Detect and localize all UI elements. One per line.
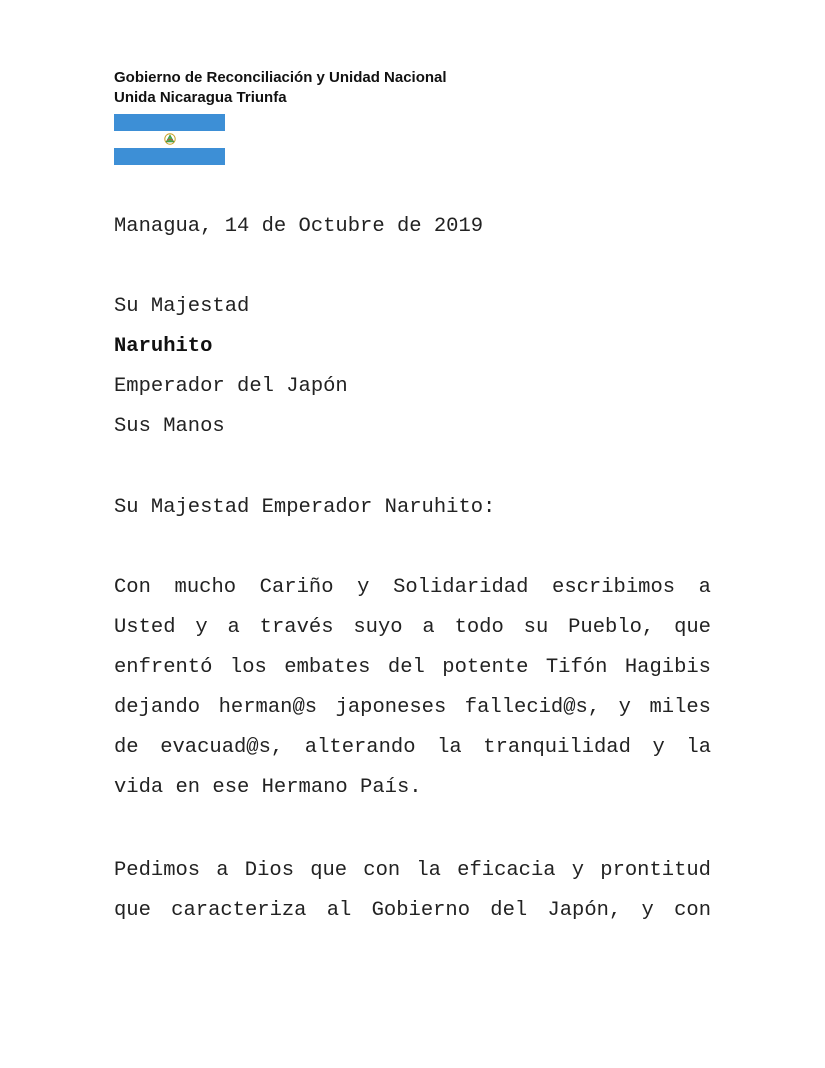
flag-band-bottom [114, 148, 225, 165]
paragraph-1-line: dejando herman@s japoneses fallecid@s, y miles [114, 696, 711, 719]
date-line: Managua, 14 de Octubre de 2019 [114, 215, 484, 238]
recipient-name: Naruhito [114, 335, 213, 358]
paragraph-2-line: Pedimos a Dios que con la eficacia y prontitud [114, 859, 711, 882]
paragraph-1-line: Con mucho Cariño y Solidaridad escribimos a [114, 576, 711, 599]
flag-band-top [114, 114, 225, 131]
letterhead-slogan: Unida Nicaragua Triunfa [114, 89, 287, 106]
salutation: Su Majestad Emperador Naruhito: [114, 496, 496, 519]
recipient-closing: Sus Manos [114, 415, 225, 438]
paragraph-1-line: Usted y a través suyo a todo su Pueblo, que [114, 616, 711, 639]
paragraph-1-line: de evacuad@s, alterando la tranquilidad y la [114, 736, 711, 759]
paragraph-1-line: enfrentó los embates del potente Tifón Hagibis [114, 656, 711, 679]
recipient-title: Su Majestad [114, 295, 250, 318]
letterhead-government: Gobierno de Reconciliación y Unidad Nacional [114, 69, 447, 86]
paragraph-2-line: que caracteriza al Gobierno del Japón, y con [114, 899, 711, 922]
nicaragua-flag-icon [114, 114, 225, 165]
paragraph-1-line: vida en ese Hermano País. [114, 776, 422, 799]
letterhead [114, 68, 447, 108]
recipient-position: Emperador del Japón [114, 375, 348, 398]
coat-of-arms-icon [164, 132, 176, 146]
